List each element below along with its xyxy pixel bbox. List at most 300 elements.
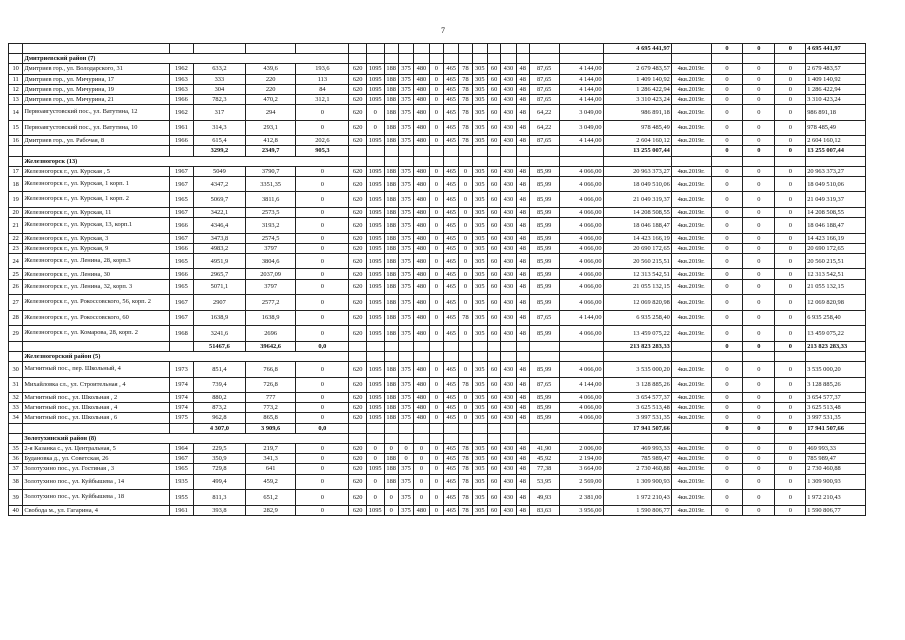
total-cell: 3 128 885,26 xyxy=(806,377,866,393)
work-price-cell: 430 xyxy=(501,403,516,413)
work-price-cell: 620 xyxy=(349,64,367,74)
work-price-cell: 465 xyxy=(443,94,458,104)
empty-cell xyxy=(194,44,246,54)
work-price-cell: 430 xyxy=(501,474,516,490)
work-price-cell: 0 xyxy=(429,94,443,104)
unit-price-cell: 4 066,00 xyxy=(559,207,603,217)
work-price-cell: 430 xyxy=(501,64,516,74)
work-price-cell: 0 xyxy=(429,64,443,74)
empty-cell xyxy=(529,351,559,361)
work-price-cell: 188 xyxy=(384,362,398,378)
rate-cell: 87,65 xyxy=(529,64,559,74)
work-price-cell: 465 xyxy=(443,176,458,192)
zero-cell: 0 xyxy=(711,192,743,208)
zero-cell: 0 xyxy=(711,279,743,295)
work-price-cell: 188 xyxy=(384,377,398,393)
work-price-cell: 620 xyxy=(349,94,367,104)
work-price-cell: 48 xyxy=(516,269,529,279)
work-price-cell: 0 xyxy=(384,505,398,515)
empty-cell xyxy=(671,44,711,54)
empty-cell xyxy=(384,54,398,64)
empty-cell xyxy=(384,423,398,433)
subtotal-cost: 17 941 507,66 xyxy=(603,423,671,433)
cost-cell: 14 423 166,19 xyxy=(603,233,671,243)
work-price-cell: 0 xyxy=(429,105,443,121)
empty-cell xyxy=(516,156,529,166)
address-cell: Дмитриев гор., ул. Рабочая, 8 xyxy=(23,136,170,146)
work-price-cell: 480 xyxy=(414,253,429,269)
work-price-cell: 620 xyxy=(349,192,367,208)
work-price-cell: 188 xyxy=(384,176,398,192)
work-price-cell: 375 xyxy=(398,94,413,104)
work-price-cell: 60 xyxy=(487,84,500,94)
work-price-cell: 60 xyxy=(487,490,500,506)
period-cell: 4кв.2019г. xyxy=(671,377,711,393)
address-cell: Золотухино пос., ул. Куйбышева , 14 xyxy=(23,474,170,490)
work-price-cell: 375 xyxy=(398,490,413,506)
table-row xyxy=(9,269,866,279)
zero-cell: 0 xyxy=(711,120,743,136)
period-cell: 4кв.2019г. xyxy=(671,120,711,136)
address-cell: Железногорск г., ул. Ленина, 32, корп. 3 xyxy=(23,279,170,295)
empty-cell xyxy=(169,341,193,351)
work-price-cell: 305 xyxy=(472,362,487,378)
cost-cell: 986 891,18 xyxy=(603,105,671,121)
empty-cell xyxy=(9,423,23,433)
work-price-cell: 188 xyxy=(384,474,398,490)
row-number: 31 xyxy=(9,377,23,393)
year-cell: 1935 xyxy=(169,474,193,490)
living-area-cell: 773,2 xyxy=(245,403,296,413)
area-cell: 4347,2 xyxy=(194,176,246,192)
rate-cell: 85,99 xyxy=(529,192,559,208)
empty-cell xyxy=(459,156,472,166)
work-price-cell: 0 xyxy=(429,326,443,342)
living-area-cell: 293,1 xyxy=(245,120,296,136)
year-cell: 1967 xyxy=(169,310,193,326)
work-price-cell: 1095 xyxy=(366,269,384,279)
unit-price-cell: 4 066,00 xyxy=(559,362,603,378)
work-price-cell: 375 xyxy=(398,377,413,393)
work-price-cell: 480 xyxy=(414,192,429,208)
other-area-cell: 0 xyxy=(296,295,349,311)
empty-cell xyxy=(169,423,193,433)
section-header xyxy=(9,156,866,166)
work-price-cell: 0 xyxy=(459,393,472,403)
row-number: 28 xyxy=(9,310,23,326)
work-price-cell: 305 xyxy=(472,393,487,403)
work-price-cell: 78 xyxy=(459,136,472,146)
period-cell: 4кв.2019г. xyxy=(671,233,711,243)
zero-cell: 0 xyxy=(711,454,743,464)
section-subtotal-row xyxy=(9,146,866,156)
work-price-cell: 1095 xyxy=(366,377,384,393)
area-cell: 3241,6 xyxy=(194,326,246,342)
work-price-cell: 48 xyxy=(516,233,529,243)
zero-cell: 0 xyxy=(743,243,775,253)
row-number: 32 xyxy=(9,393,23,403)
work-price-cell: 620 xyxy=(349,362,367,378)
work-price-cell: 480 xyxy=(414,74,429,84)
empty-cell xyxy=(775,156,806,166)
address-cell: Дмитриев гор., ул. Мичурина, 19 xyxy=(23,84,170,94)
cost-cell: 21 049 319,37 xyxy=(603,192,671,208)
work-price-cell: 48 xyxy=(516,362,529,378)
work-price-cell: 305 xyxy=(472,64,487,74)
period-cell: 4кв.2019г. xyxy=(671,269,711,279)
empty-cell xyxy=(516,341,529,351)
area-cell: 499,4 xyxy=(194,474,246,490)
rate-cell: 85,99 xyxy=(529,403,559,413)
work-price-cell: 0 xyxy=(366,120,384,136)
zero-cell: 0 xyxy=(711,74,743,84)
work-price-cell: 0 xyxy=(429,295,443,311)
rate-cell: 87,65 xyxy=(529,310,559,326)
work-price-cell: 465 xyxy=(443,136,458,146)
total-cell: 3 997 531,35 xyxy=(806,413,866,423)
work-price-cell: 465 xyxy=(443,490,458,506)
unit-price-cell: 4 144,00 xyxy=(559,84,603,94)
address-cell: Будановка д., ул. Советская, 26 xyxy=(23,454,170,464)
work-price-cell: 375 xyxy=(398,326,413,342)
empty-cell xyxy=(472,146,487,156)
address-cell: Железногорск г., ул. Курская, 3 xyxy=(23,233,170,243)
work-price-cell: 188 xyxy=(384,393,398,403)
subtotal-zero: 0 xyxy=(711,44,743,54)
work-price-cell: 375 xyxy=(398,166,413,176)
other-area-cell: 312,1 xyxy=(296,94,349,104)
zero-cell: 0 xyxy=(775,120,806,136)
work-price-cell: 430 xyxy=(501,136,516,146)
work-price-cell: 0 xyxy=(366,474,384,490)
empty-cell xyxy=(501,156,516,166)
empty-cell xyxy=(398,156,413,166)
table-row xyxy=(9,474,866,490)
zero-cell: 0 xyxy=(743,326,775,342)
unit-price-cell: 2 381,00 xyxy=(559,490,603,506)
empty-cell xyxy=(429,433,443,443)
empty-cell xyxy=(529,54,559,64)
empty-cell xyxy=(487,351,500,361)
work-price-cell: 0 xyxy=(384,443,398,453)
rate-cell: 85,99 xyxy=(529,393,559,403)
zero-cell: 0 xyxy=(743,505,775,515)
work-price-cell: 305 xyxy=(472,253,487,269)
work-price-cell: 1095 xyxy=(366,362,384,378)
zero-cell: 0 xyxy=(743,454,775,464)
work-price-cell: 305 xyxy=(472,84,487,94)
work-price-cell: 620 xyxy=(349,403,367,413)
period-cell: 4кв.2019г. xyxy=(671,218,711,234)
subtotal-total: 13 255 007,44 xyxy=(806,146,866,156)
empty-cell xyxy=(516,433,529,443)
work-price-cell: 465 xyxy=(443,233,458,243)
empty-cell xyxy=(775,54,806,64)
unit-price-cell: 4 066,00 xyxy=(559,393,603,403)
zero-cell: 0 xyxy=(775,310,806,326)
year-cell: 1966 xyxy=(169,218,193,234)
table-row xyxy=(9,243,866,253)
work-price-cell: 305 xyxy=(472,443,487,453)
subtotal-cost: 213 823 283,33 xyxy=(603,341,671,351)
zero-cell: 0 xyxy=(775,377,806,393)
work-price-cell: 60 xyxy=(487,192,500,208)
empty-cell xyxy=(414,341,429,351)
cost-cell: 20 560 215,51 xyxy=(603,253,671,269)
work-price-cell: 305 xyxy=(472,243,487,253)
subtotal-cost: 13 255 007,44 xyxy=(603,146,671,156)
rate-cell: 87,65 xyxy=(529,136,559,146)
cost-cell: 1 309 900,93 xyxy=(603,474,671,490)
section-subtotal-row xyxy=(9,341,866,351)
zero-cell: 0 xyxy=(711,443,743,453)
year-cell: 1964 xyxy=(169,443,193,453)
empty-cell xyxy=(398,146,413,156)
zero-cell: 0 xyxy=(775,403,806,413)
zero-cell: 0 xyxy=(711,269,743,279)
rate-cell: 85,99 xyxy=(529,269,559,279)
empty-cell xyxy=(743,433,775,443)
work-price-cell: 0 xyxy=(429,233,443,243)
zero-cell: 0 xyxy=(743,269,775,279)
work-price-cell: 48 xyxy=(516,74,529,84)
work-price-cell: 305 xyxy=(472,269,487,279)
empty-cell xyxy=(443,156,458,166)
living-area-cell: 412,8 xyxy=(245,136,296,146)
empty-cell xyxy=(487,156,500,166)
empty-cell xyxy=(366,54,384,64)
empty-cell xyxy=(671,156,711,166)
work-price-cell: 0 xyxy=(459,166,472,176)
work-price-cell: 480 xyxy=(414,166,429,176)
work-price-cell: 48 xyxy=(516,310,529,326)
period-cell: 4кв.2019г. xyxy=(671,505,711,515)
work-price-cell: 78 xyxy=(459,474,472,490)
work-price-cell: 60 xyxy=(487,295,500,311)
zero-cell: 0 xyxy=(775,490,806,506)
year-cell: 1966 xyxy=(169,243,193,253)
work-price-cell: 375 xyxy=(398,64,413,74)
zero-cell: 0 xyxy=(775,176,806,192)
area-cell: 873,2 xyxy=(194,403,246,413)
table-row xyxy=(9,207,866,217)
empty-cell xyxy=(603,351,671,361)
work-price-cell: 430 xyxy=(501,362,516,378)
row-number: 36 xyxy=(9,454,23,464)
period-cell: 4кв.2019г. xyxy=(671,279,711,295)
zero-cell: 0 xyxy=(743,94,775,104)
living-area-cell: 2574,5 xyxy=(245,233,296,243)
period-cell: 4кв.2019г. xyxy=(671,243,711,253)
zero-cell: 0 xyxy=(743,105,775,121)
living-area-cell: 294 xyxy=(245,105,296,121)
cost-cell: 3 535 000,20 xyxy=(603,362,671,378)
row-number: 15 xyxy=(9,120,23,136)
table-row xyxy=(9,74,866,84)
work-price-cell: 480 xyxy=(414,120,429,136)
year-cell: 1967 xyxy=(169,207,193,217)
empty-cell xyxy=(472,54,487,64)
empty-cell xyxy=(23,423,170,433)
zero-cell: 0 xyxy=(775,326,806,342)
living-area-cell: 651,2 xyxy=(245,490,296,506)
work-price-cell: 305 xyxy=(472,192,487,208)
work-price-cell: 305 xyxy=(472,490,487,506)
area-cell: 229,5 xyxy=(194,443,246,453)
work-price-cell: 375 xyxy=(398,505,413,515)
zero-cell: 0 xyxy=(711,207,743,217)
period-cell: 4кв.2019г. xyxy=(671,403,711,413)
year-cell: 1965 xyxy=(169,279,193,295)
work-price-cell: 465 xyxy=(443,64,458,74)
empty-cell xyxy=(529,156,559,166)
work-price-cell: 0 xyxy=(429,218,443,234)
empty-cell xyxy=(9,156,23,166)
work-price-cell: 480 xyxy=(414,413,429,423)
zero-cell: 0 xyxy=(743,64,775,74)
period-cell: 4кв.2019г. xyxy=(671,136,711,146)
work-price-cell: 375 xyxy=(398,176,413,192)
empty-cell xyxy=(487,146,500,156)
zero-cell: 0 xyxy=(743,74,775,84)
area-cell: 2965,7 xyxy=(194,269,246,279)
empty-cell xyxy=(711,54,743,64)
work-price-cell: 1095 xyxy=(366,295,384,311)
work-price-cell: 620 xyxy=(349,120,367,136)
address-cell: 2-я Казанка с., ул. Центральная, 5 xyxy=(23,443,170,453)
work-price-cell: 0 xyxy=(414,443,429,453)
work-price-cell: 0 xyxy=(459,362,472,378)
rate-cell: 85,99 xyxy=(529,166,559,176)
cost-cell: 3 625 513,48 xyxy=(603,403,671,413)
period-cell: 4кв.2019г. xyxy=(671,74,711,84)
table-row xyxy=(9,176,866,192)
work-price-cell: 0 xyxy=(459,233,472,243)
work-price-cell: 0 xyxy=(429,505,443,515)
work-price-cell: 1095 xyxy=(366,84,384,94)
living-area-cell: 3811,6 xyxy=(245,192,296,208)
section-subtotal-row xyxy=(9,423,866,433)
subtotal-other-area: 905,3 xyxy=(296,146,349,156)
other-area-cell: 202,6 xyxy=(296,136,349,146)
unit-price-cell: 4 066,00 xyxy=(559,253,603,269)
living-area-cell: 220 xyxy=(245,84,296,94)
work-price-cell: 480 xyxy=(414,295,429,311)
empty-cell xyxy=(459,341,472,351)
subtotal-zero: 0 xyxy=(775,44,806,54)
work-price-cell: 430 xyxy=(501,279,516,295)
other-area-cell: 0 xyxy=(296,192,349,208)
work-price-cell: 48 xyxy=(516,218,529,234)
living-area-cell: 3804,6 xyxy=(245,253,296,269)
subtotal-area: 4 307,0 xyxy=(194,423,246,433)
work-price-cell: 480 xyxy=(414,269,429,279)
empty-cell xyxy=(443,44,458,54)
work-price-cell: 0 xyxy=(429,454,443,464)
work-price-cell: 465 xyxy=(443,105,458,121)
period-cell: 4кв.2019г. xyxy=(671,326,711,342)
work-price-cell: 1095 xyxy=(366,166,384,176)
living-area-cell: 2696 xyxy=(245,326,296,342)
work-price-cell: 60 xyxy=(487,74,500,84)
work-price-cell: 480 xyxy=(414,218,429,234)
work-price-cell: 1095 xyxy=(366,176,384,192)
unit-price-cell: 4 066,00 xyxy=(559,295,603,311)
cost-cell: 3 128 885,26 xyxy=(603,377,671,393)
subtotal-zero: 0 xyxy=(743,146,775,156)
work-price-cell: 0 xyxy=(429,192,443,208)
area-cell: 811,3 xyxy=(194,490,246,506)
unit-price-cell: 4 066,00 xyxy=(559,243,603,253)
zero-cell: 0 xyxy=(743,377,775,393)
empty-cell xyxy=(349,433,367,443)
work-price-cell: 480 xyxy=(414,505,429,515)
period-cell: 4кв.2019г. xyxy=(671,490,711,506)
period-cell: 4кв.2019г. xyxy=(671,454,711,464)
unit-price-cell: 4 144,00 xyxy=(559,64,603,74)
empty-cell xyxy=(559,351,603,361)
zero-cell: 0 xyxy=(743,253,775,269)
empty-cell xyxy=(559,433,603,443)
area-cell: 4346,4 xyxy=(194,218,246,234)
work-price-cell: 480 xyxy=(414,362,429,378)
other-area-cell: 0 xyxy=(296,377,349,393)
empty-cell xyxy=(349,44,367,54)
living-area-cell: 219,7 xyxy=(245,443,296,453)
work-price-cell: 188 xyxy=(384,64,398,74)
year-cell: 1965 xyxy=(169,464,193,474)
zero-cell: 0 xyxy=(711,326,743,342)
empty-cell xyxy=(366,351,384,361)
empty-cell xyxy=(443,146,458,156)
cost-cell: 2 604 160,12 xyxy=(603,136,671,146)
rate-cell: 85,99 xyxy=(529,326,559,342)
work-price-cell: 465 xyxy=(443,413,458,423)
work-price-cell: 305 xyxy=(472,505,487,515)
table-row xyxy=(9,218,866,234)
address-cell: Железногорск г., ул. Курская, 1 корп. 1 xyxy=(23,176,170,192)
work-price-cell: 375 xyxy=(398,295,413,311)
rate-cell: 64,22 xyxy=(529,120,559,136)
row-number: 12 xyxy=(9,84,23,94)
work-price-cell: 0 xyxy=(459,218,472,234)
zero-cell: 0 xyxy=(775,243,806,253)
empty-cell xyxy=(529,341,559,351)
work-price-cell: 0 xyxy=(459,295,472,311)
cost-cell: 2 730 460,88 xyxy=(603,464,671,474)
work-price-cell: 60 xyxy=(487,105,500,121)
address-cell: Первоавгустовский пос., ул. Ватутина, 12 xyxy=(23,105,170,121)
work-price-cell: 0 xyxy=(366,490,384,506)
work-price-cell: 188 xyxy=(384,120,398,136)
work-price-cell: 480 xyxy=(414,176,429,192)
zero-cell: 0 xyxy=(775,192,806,208)
work-price-cell: 465 xyxy=(443,505,458,515)
work-price-cell: 0 xyxy=(384,490,398,506)
empty-cell xyxy=(414,423,429,433)
empty-cell xyxy=(472,156,487,166)
work-price-cell: 48 xyxy=(516,136,529,146)
work-price-cell: 620 xyxy=(349,279,367,295)
work-price-cell: 60 xyxy=(487,403,500,413)
empty-cell xyxy=(366,156,384,166)
rate-cell: 85,99 xyxy=(529,207,559,217)
work-price-cell: 78 xyxy=(459,310,472,326)
zero-cell: 0 xyxy=(711,505,743,515)
zero-cell: 0 xyxy=(775,253,806,269)
work-price-cell: 48 xyxy=(516,120,529,136)
subtotal-living-area: 2349,7 xyxy=(245,146,296,156)
